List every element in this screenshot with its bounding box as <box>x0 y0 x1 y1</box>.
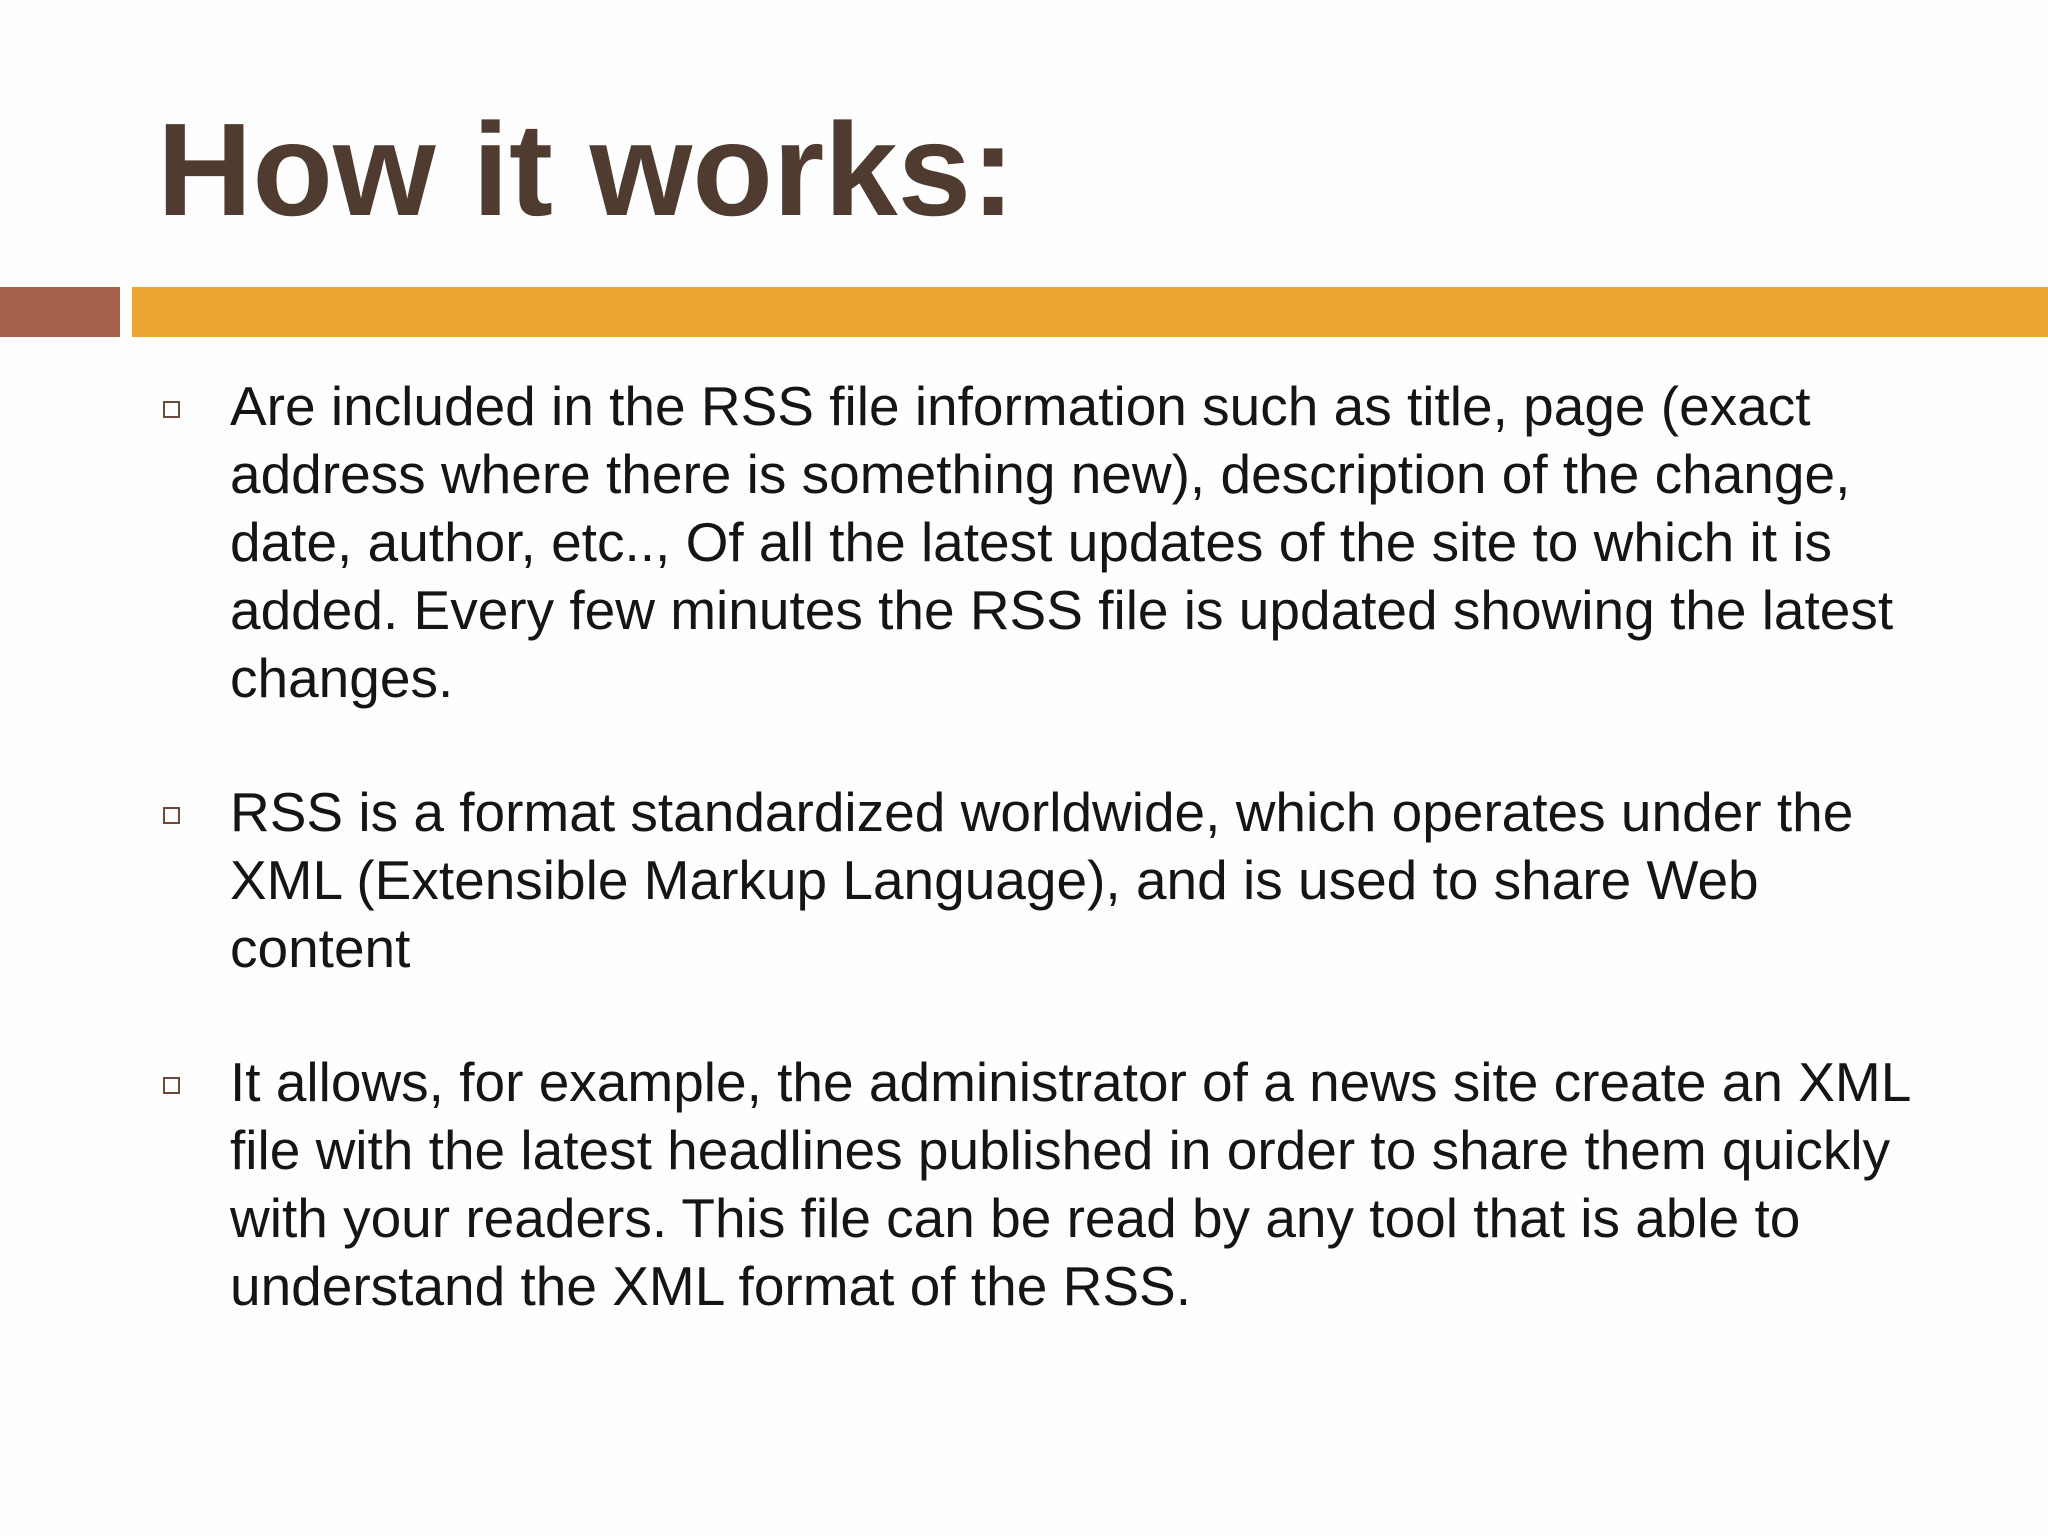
bullet-item <box>157 372 1937 712</box>
bullet-item <box>157 1048 1937 1320</box>
accent-bar-left <box>0 287 120 337</box>
accent-bar-right <box>132 287 2048 337</box>
square-bullet-icon <box>163 401 180 418</box>
bullet-text: It allows, for example, the administrator of a news site create an XML file with the latest headlines published in order to share them quickly with your readers. This file can be read by any tool that is able to understand the XML format of the RSS. <box>230 1051 1910 1317</box>
bullet-list <box>157 372 1937 1320</box>
bullet-item <box>157 778 1937 982</box>
bullet-text: Are included in the RSS file information such as title, page (exact address where there is something new), description of the change, date, author, etc.., Of all the latest updates of the site to which it is added. Every few minutes the RSS file is updated showing the latest changes. <box>230 375 1894 709</box>
bullet-text: RSS is a format standardized worldwide, which operates under the XML (Extensible Markup Language), and is used to share Web content <box>230 781 1854 979</box>
square-bullet-icon <box>163 807 180 824</box>
slide-title: How it works: <box>157 96 1016 243</box>
square-bullet-icon <box>163 1077 180 1094</box>
